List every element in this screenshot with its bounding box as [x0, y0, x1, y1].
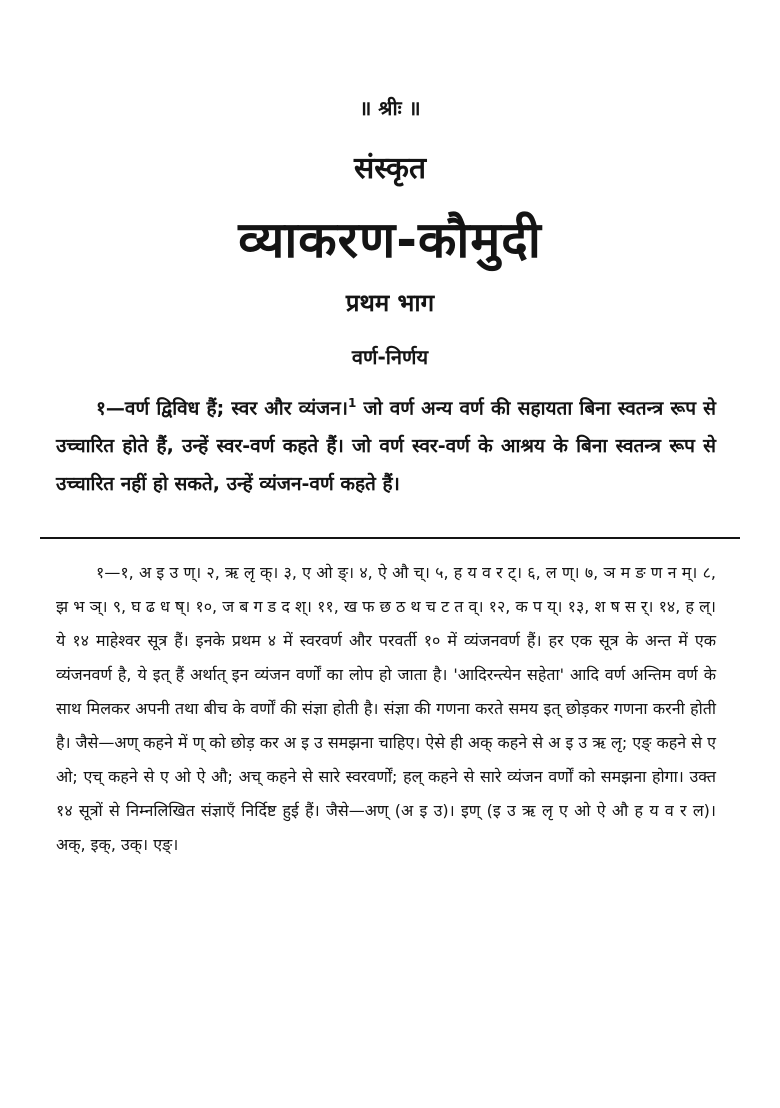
- footnote-text: १, अ इ उ ण्। २, ऋ लृ क्। ३, ए ओ ङ्। ४, ऐ औ च्। ५, ह य व र ट्। ६, ल ण्। ७, ञ म ङ ण न म्। ८, झ भ ञ्। ९, घ ढ ध ष्। १०, ज ब ग ड द श्। ११, ख फ छ ठ थ च ट त व्। १२, क प य्। १३, श ष स र्। १४, ह ल्। ये १४ माहेश्वर सूत्र हैं। इनके प्रथम ४ में स्वरवर्ण और परवर्ती १० में व्यंजनवर्ण हैं। हर एक सूत्र के अन्त में एक व्यंजनवर्ण है, ये इत् हैं अर्थात् इन व्यंजन वर्णों का लोप हो जाता है। 'आदिरन्त्येन सहेता' आदि वर्ण अन्तिम वर्ण के साथ मिलकर अपनी तथा बीच के वर्णों की संज्ञा होती है। संज्ञा की गणना करते समय इत् छोड़कर गणना करनी होती है। जैसे—अण् कहने में ण् को छोड़ कर अ इ उ समझना चाहिए। ऐसे ही अक् कहने से अ इ उ ऋ लृ; एङ् कहने से ए ओ; एच् कहने से ए ओ ऐ औ; अच् कहने से सारे स्वरवर्णों; हल् कहने से सारे व्यंजन वर्णों को समझना होगा। उक्त १४ सूत्रों से निम्नलिखित संज्ञाएँ निर्दिष्ट हुई हैं। जैसे—अण् (अ इ उ)। इण् (इ उ ऋ लृ ए ओ ऐ औ ह य व र ल)। अक्, इक्, उक्। एङ्।: [56, 563, 716, 854]
- paragraph-number: १—: [96, 397, 125, 420]
- book-title: व्याकरण-कौमुदी: [238, 211, 542, 269]
- main-paragraph: [56, 384, 716, 503]
- paragraph-text-continued: जो वर्ण अन्य वर्ण की सहायता बिना स्वतन्त्र रूप से उच्चारित होते हैं, उन्हें स्वर-वर्ण कहते हैं। जो वर्ण स्वर-वर्ण के आश्रय के बिना स्वतन्त्र रूप से उच्चारित नहीं हो सकते, उन्हें व्यंजन-वर्ण कहते हैं।: [56, 397, 716, 496]
- paragraph-text: वर्ण द्विविध हैं; स्वर और व्यंजन।: [124, 397, 349, 420]
- footnote: [56, 556, 716, 862]
- section-heading: वर्ण-निर्णय: [351, 345, 429, 369]
- invocation-text: ॥ श्रीः ॥: [359, 96, 421, 120]
- part-label: प्रथम भाग: [345, 289, 435, 317]
- footnote-divider: [40, 537, 740, 539]
- footnote-number: १—: [96, 563, 121, 582]
- book-subtitle: संस्कृत: [353, 151, 427, 186]
- footnote-marker: 1: [348, 396, 357, 410]
